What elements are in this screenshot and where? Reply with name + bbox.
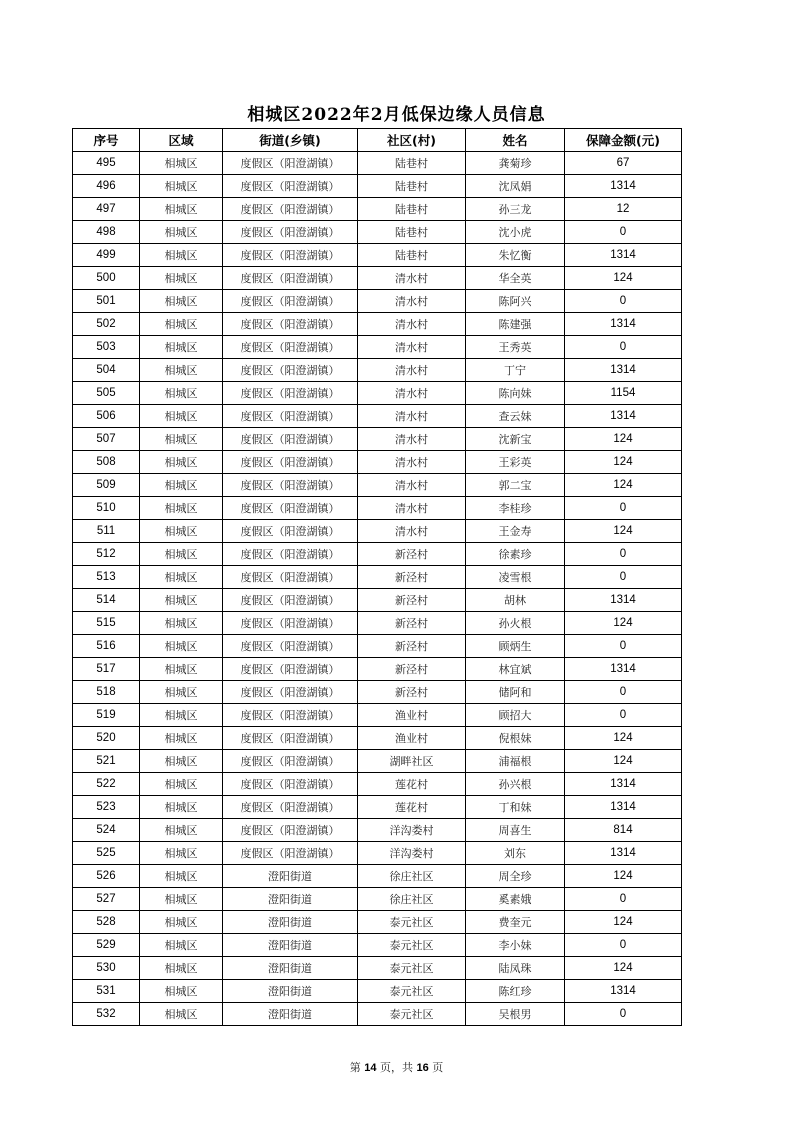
cell-street: 度假区（阳澄湖镇） — [223, 819, 358, 842]
cell-community: 清水村 — [358, 405, 466, 428]
table-row — [73, 727, 682, 750]
cell-name: 周喜生 — [466, 819, 565, 842]
cell-amount: 0 — [565, 888, 682, 911]
cell-index: 497 — [73, 198, 140, 221]
cell-name: 浦福根 — [466, 750, 565, 773]
cell-index: 506 — [73, 405, 140, 428]
cell-name: 顾炳生 — [466, 635, 565, 658]
cell-district: 相城区 — [140, 244, 223, 267]
cell-community: 莲花村 — [358, 796, 466, 819]
cell-amount: 1314 — [565, 980, 682, 1003]
cell-amount: 0 — [565, 566, 682, 589]
table-row — [73, 612, 682, 635]
cell-street: 度假区（阳澄湖镇） — [223, 267, 358, 290]
cell-community: 陆巷村 — [358, 152, 466, 175]
cell-amount: 124 — [565, 612, 682, 635]
cell-district: 相城区 — [140, 865, 223, 888]
cell-district: 相城区 — [140, 980, 223, 1003]
cell-district: 相城区 — [140, 934, 223, 957]
cell-community: 洋沟娄村 — [358, 842, 466, 865]
table-row — [73, 405, 682, 428]
cell-name: 孙三龙 — [466, 198, 565, 221]
cell-amount: 124 — [565, 428, 682, 451]
header-street: 街道(乡镇) — [223, 129, 358, 152]
table-row — [73, 1003, 682, 1026]
cell-street: 澄阳街道 — [223, 980, 358, 1003]
cell-district: 相城区 — [140, 750, 223, 773]
cell-community: 泰元社区 — [358, 934, 466, 957]
cell-index: 508 — [73, 451, 140, 474]
header-community: 社区(村) — [358, 129, 466, 152]
cell-amount: 0 — [565, 336, 682, 359]
cell-amount: 1314 — [565, 842, 682, 865]
cell-community: 洋沟娄村 — [358, 819, 466, 842]
table-row — [73, 888, 682, 911]
cell-name: 徐素珍 — [466, 543, 565, 566]
cell-amount: 124 — [565, 474, 682, 497]
cell-index: 501 — [73, 290, 140, 313]
cell-community: 清水村 — [358, 359, 466, 382]
cell-amount: 1314 — [565, 773, 682, 796]
cell-index: 510 — [73, 497, 140, 520]
cell-street: 度假区（阳澄湖镇） — [223, 520, 358, 543]
table-row — [73, 382, 682, 405]
cell-name: 龚菊珍 — [466, 152, 565, 175]
footer-middle: 页，共 — [380, 1061, 413, 1074]
cell-name: 费奎元 — [466, 911, 565, 934]
cell-district: 相城区 — [140, 405, 223, 428]
cell-district: 相城区 — [140, 1003, 223, 1026]
total-pages-number: 16 — [416, 1062, 429, 1074]
cell-district: 相城区 — [140, 152, 223, 175]
cell-name: 朱忆衡 — [466, 244, 565, 267]
table-row — [73, 819, 682, 842]
cell-amount: 124 — [565, 865, 682, 888]
cell-street: 度假区（阳澄湖镇） — [223, 152, 358, 175]
table-header-row — [73, 129, 682, 152]
table-row — [73, 221, 682, 244]
cell-district: 相城区 — [140, 773, 223, 796]
cell-street: 澄阳街道 — [223, 911, 358, 934]
cell-street: 度假区（阳澄湖镇） — [223, 221, 358, 244]
cell-name: 陆凤珠 — [466, 957, 565, 980]
cell-name: 倪根妹 — [466, 727, 565, 750]
cell-street: 度假区（阳澄湖镇） — [223, 336, 358, 359]
table-row — [73, 359, 682, 382]
cell-index: 517 — [73, 658, 140, 681]
cell-name: 陈红珍 — [466, 980, 565, 1003]
table-row — [73, 589, 682, 612]
cell-district: 相城区 — [140, 796, 223, 819]
cell-community: 清水村 — [358, 382, 466, 405]
table-row — [73, 704, 682, 727]
cell-district: 相城区 — [140, 290, 223, 313]
cell-name: 顾招大 — [466, 704, 565, 727]
cell-index: 503 — [73, 336, 140, 359]
cell-street: 度假区（阳澄湖镇） — [223, 681, 358, 704]
cell-community: 清水村 — [358, 451, 466, 474]
cell-name: 奚素娥 — [466, 888, 565, 911]
cell-amount: 0 — [565, 290, 682, 313]
cell-amount: 0 — [565, 704, 682, 727]
cell-street: 度假区（阳澄湖镇） — [223, 313, 358, 336]
cell-community: 清水村 — [358, 474, 466, 497]
cell-community: 新泾村 — [358, 612, 466, 635]
cell-name: 孙火根 — [466, 612, 565, 635]
cell-street: 度假区（阳澄湖镇） — [223, 359, 358, 382]
cell-amount: 124 — [565, 750, 682, 773]
cell-index: 524 — [73, 819, 140, 842]
cell-name: 陈向妹 — [466, 382, 565, 405]
cell-amount: 0 — [565, 1003, 682, 1026]
cell-street: 度假区（阳澄湖镇） — [223, 589, 358, 612]
cell-amount: 124 — [565, 911, 682, 934]
cell-index: 509 — [73, 474, 140, 497]
cell-amount: 1314 — [565, 359, 682, 382]
cell-index: 507 — [73, 428, 140, 451]
cell-index: 532 — [73, 1003, 140, 1026]
cell-index: 505 — [73, 382, 140, 405]
header-index: 序号 — [73, 129, 140, 152]
cell-community: 陆巷村 — [358, 198, 466, 221]
cell-district: 相城区 — [140, 842, 223, 865]
table-row — [73, 543, 682, 566]
cell-street: 度假区（阳澄湖镇） — [223, 704, 358, 727]
cell-amount: 1314 — [565, 658, 682, 681]
cell-street: 度假区（阳澄湖镇） — [223, 566, 358, 589]
cell-district: 相城区 — [140, 267, 223, 290]
cell-index: 511 — [73, 520, 140, 543]
cell-street: 度假区（阳澄湖镇） — [223, 796, 358, 819]
cell-amount: 0 — [565, 635, 682, 658]
cell-name: 陈阿兴 — [466, 290, 565, 313]
footer-prefix: 第 — [349, 1061, 361, 1074]
footer-suffix: 页 — [432, 1061, 444, 1074]
cell-community: 泰元社区 — [358, 1003, 466, 1026]
cell-street: 澄阳街道 — [223, 934, 358, 957]
cell-name: 孙兴根 — [466, 773, 565, 796]
cell-name: 周全珍 — [466, 865, 565, 888]
cell-amount: 124 — [565, 727, 682, 750]
table-row — [73, 175, 682, 198]
cell-community: 清水村 — [358, 336, 466, 359]
cell-amount: 12 — [565, 198, 682, 221]
cell-district: 相城区 — [140, 658, 223, 681]
cell-community: 清水村 — [358, 290, 466, 313]
cell-name: 陈建强 — [466, 313, 565, 336]
cell-district: 相城区 — [140, 819, 223, 842]
table-body — [73, 152, 682, 1026]
cell-community: 清水村 — [358, 313, 466, 336]
table-row — [73, 520, 682, 543]
cell-district: 相城区 — [140, 612, 223, 635]
cell-name: 王金寿 — [466, 520, 565, 543]
cell-name: 查云妹 — [466, 405, 565, 428]
cell-index: 531 — [73, 980, 140, 1003]
table-row — [73, 336, 682, 359]
cell-name: 王秀英 — [466, 336, 565, 359]
cell-district: 相城区 — [140, 911, 223, 934]
cell-amount: 124 — [565, 267, 682, 290]
cell-index: 520 — [73, 727, 140, 750]
cell-index: 523 — [73, 796, 140, 819]
cell-street: 度假区（阳澄湖镇） — [223, 244, 358, 267]
cell-district: 相城区 — [140, 359, 223, 382]
table-row — [73, 244, 682, 267]
cell-index: 516 — [73, 635, 140, 658]
cell-district: 相城区 — [140, 704, 223, 727]
cell-district: 相城区 — [140, 543, 223, 566]
table-row — [73, 566, 682, 589]
cell-amount: 0 — [565, 934, 682, 957]
cell-community: 新泾村 — [358, 635, 466, 658]
cell-name: 胡林 — [466, 589, 565, 612]
cell-street: 度假区（阳澄湖镇） — [223, 474, 358, 497]
cell-district: 相城区 — [140, 589, 223, 612]
table-row — [73, 635, 682, 658]
cell-community: 渔业村 — [358, 727, 466, 750]
cell-community: 陆巷村 — [358, 244, 466, 267]
document-title: 相城区2022年2月低保边缘人员信息 — [247, 105, 546, 125]
cell-street: 度假区（阳澄湖镇） — [223, 727, 358, 750]
cell-amount: 124 — [565, 957, 682, 980]
cell-community: 徐庄社区 — [358, 888, 466, 911]
cell-name: 李桂珍 — [466, 497, 565, 520]
table-row — [73, 497, 682, 520]
table-row — [73, 451, 682, 474]
cell-name: 林宜斌 — [466, 658, 565, 681]
cell-index: 518 — [73, 681, 140, 704]
cell-street: 澄阳街道 — [223, 1003, 358, 1026]
cell-amount: 1314 — [565, 313, 682, 336]
cell-index: 530 — [73, 957, 140, 980]
cell-index: 528 — [73, 911, 140, 934]
cell-district: 相城区 — [140, 451, 223, 474]
cell-street: 度假区（阳澄湖镇） — [223, 198, 358, 221]
header-district: 区域 — [140, 129, 223, 152]
cell-street: 度假区（阳澄湖镇） — [223, 451, 358, 474]
cell-amount: 0 — [565, 543, 682, 566]
table-row — [73, 152, 682, 175]
cell-index: 515 — [73, 612, 140, 635]
cell-index: 527 — [73, 888, 140, 911]
cell-amount: 124 — [565, 451, 682, 474]
cell-community: 新泾村 — [358, 681, 466, 704]
cell-amount: 1314 — [565, 405, 682, 428]
cell-index: 500 — [73, 267, 140, 290]
cell-street: 度假区（阳澄湖镇） — [223, 842, 358, 865]
cell-street: 澄阳街道 — [223, 957, 358, 980]
cell-amount: 1314 — [565, 175, 682, 198]
cell-community: 清水村 — [358, 428, 466, 451]
cell-community: 徐庄社区 — [358, 865, 466, 888]
cell-index: 526 — [73, 865, 140, 888]
cell-district: 相城区 — [140, 221, 223, 244]
cell-name: 沈小虎 — [466, 221, 565, 244]
cell-community: 泰元社区 — [358, 980, 466, 1003]
cell-amount: 1314 — [565, 244, 682, 267]
cell-amount: 67 — [565, 152, 682, 175]
table-row — [73, 658, 682, 681]
table-row — [73, 267, 682, 290]
cell-street: 度假区（阳澄湖镇） — [223, 405, 358, 428]
cell-amount: 1314 — [565, 589, 682, 612]
cell-street: 度假区（阳澄湖镇） — [223, 750, 358, 773]
cell-district: 相城区 — [140, 888, 223, 911]
cell-community: 清水村 — [358, 497, 466, 520]
cell-community: 清水村 — [358, 520, 466, 543]
cell-community: 陆巷村 — [358, 175, 466, 198]
cell-community: 泰元社区 — [358, 911, 466, 934]
cell-amount: 0 — [565, 221, 682, 244]
header-amount: 保障金额(元) — [565, 129, 682, 152]
cell-index: 514 — [73, 589, 140, 612]
table-row — [73, 842, 682, 865]
cell-street: 度假区（阳澄湖镇） — [223, 497, 358, 520]
cell-name: 丁和妹 — [466, 796, 565, 819]
cell-index: 522 — [73, 773, 140, 796]
current-page-number: 14 — [364, 1062, 377, 1074]
cell-index: 496 — [73, 175, 140, 198]
cell-name: 刘东 — [466, 842, 565, 865]
cell-index: 513 — [73, 566, 140, 589]
cell-community: 新泾村 — [358, 543, 466, 566]
cell-name: 沈新宝 — [466, 428, 565, 451]
table-row — [73, 681, 682, 704]
cell-name: 李小妹 — [466, 934, 565, 957]
cell-community: 新泾村 — [358, 589, 466, 612]
cell-name: 丁宁 — [466, 359, 565, 382]
cell-district: 相城区 — [140, 382, 223, 405]
table-row — [73, 796, 682, 819]
page-footer — [0, 1059, 793, 1075]
cell-community: 莲花村 — [358, 773, 466, 796]
table-row — [73, 290, 682, 313]
table-row — [73, 750, 682, 773]
table-row — [73, 865, 682, 888]
cell-street: 度假区（阳澄湖镇） — [223, 612, 358, 635]
table-row — [73, 198, 682, 221]
table-row — [73, 773, 682, 796]
cell-district: 相城区 — [140, 727, 223, 750]
cell-street: 澄阳街道 — [223, 888, 358, 911]
cell-index: 525 — [73, 842, 140, 865]
cell-street: 度假区（阳澄湖镇） — [223, 635, 358, 658]
cell-amount: 124 — [565, 520, 682, 543]
cell-district: 相城区 — [140, 474, 223, 497]
cell-community: 陆巷村 — [358, 221, 466, 244]
cell-index: 495 — [73, 152, 140, 175]
cell-street: 度假区（阳澄湖镇） — [223, 543, 358, 566]
cell-index: 502 — [73, 313, 140, 336]
cell-street: 度假区（阳澄湖镇） — [223, 382, 358, 405]
table-row — [73, 934, 682, 957]
table-row — [73, 428, 682, 451]
cell-index: 512 — [73, 543, 140, 566]
cell-district: 相城区 — [140, 635, 223, 658]
cell-name: 沈凤娟 — [466, 175, 565, 198]
cell-index: 499 — [73, 244, 140, 267]
cell-community: 清水村 — [358, 267, 466, 290]
cell-district: 相城区 — [140, 175, 223, 198]
cell-district: 相城区 — [140, 336, 223, 359]
cell-community: 湖畔社区 — [358, 750, 466, 773]
cell-index: 504 — [73, 359, 140, 382]
cell-community: 新泾村 — [358, 566, 466, 589]
table-row — [73, 313, 682, 336]
cell-street: 澄阳街道 — [223, 865, 358, 888]
cell-street: 度假区（阳澄湖镇） — [223, 773, 358, 796]
cell-amount: 814 — [565, 819, 682, 842]
cell-name: 凌雪根 — [466, 566, 565, 589]
cell-street: 度假区（阳澄湖镇） — [223, 658, 358, 681]
cell-street: 度假区（阳澄湖镇） — [223, 175, 358, 198]
header-name: 姓名 — [466, 129, 565, 152]
cell-name: 吴根男 — [466, 1003, 565, 1026]
cell-district: 相城区 — [140, 428, 223, 451]
cell-index: 529 — [73, 934, 140, 957]
table-row — [73, 957, 682, 980]
cell-name: 华全英 — [466, 267, 565, 290]
cell-name: 郭二宝 — [466, 474, 565, 497]
cell-district: 相城区 — [140, 198, 223, 221]
cell-name: 王彩英 — [466, 451, 565, 474]
cell-street: 度假区（阳澄湖镇） — [223, 428, 358, 451]
cell-community: 新泾村 — [358, 658, 466, 681]
recipients-table — [72, 128, 682, 1026]
cell-district: 相城区 — [140, 957, 223, 980]
cell-index: 519 — [73, 704, 140, 727]
cell-street: 度假区（阳澄湖镇） — [223, 290, 358, 313]
cell-index: 521 — [73, 750, 140, 773]
cell-district: 相城区 — [140, 520, 223, 543]
table-row — [73, 911, 682, 934]
cell-amount: 1314 — [565, 796, 682, 819]
cell-amount: 0 — [565, 681, 682, 704]
cell-name: 储阿和 — [466, 681, 565, 704]
cell-amount: 0 — [565, 497, 682, 520]
cell-district: 相城区 — [140, 313, 223, 336]
cell-community: 渔业村 — [358, 704, 466, 727]
cell-district: 相城区 — [140, 681, 223, 704]
cell-community: 泰元社区 — [358, 957, 466, 980]
cell-amount: 1154 — [565, 382, 682, 405]
cell-district: 相城区 — [140, 497, 223, 520]
cell-district: 相城区 — [140, 566, 223, 589]
table-row — [73, 980, 682, 1003]
table-row — [73, 474, 682, 497]
cell-index: 498 — [73, 221, 140, 244]
